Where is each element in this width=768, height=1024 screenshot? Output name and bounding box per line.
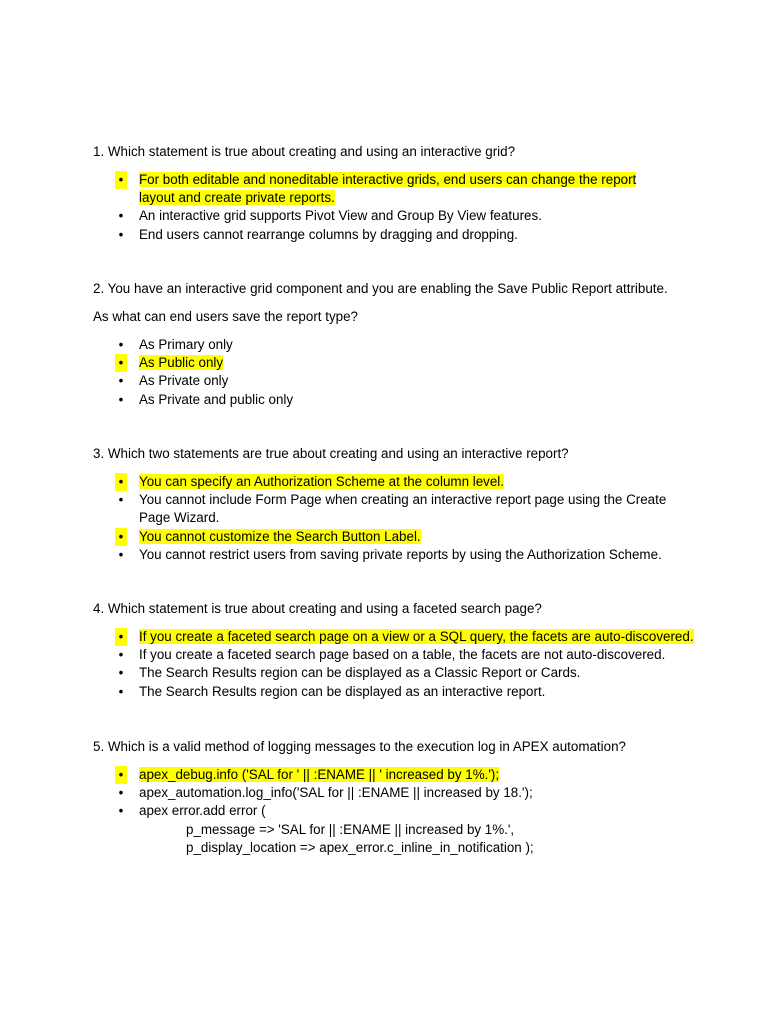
bullet-icon: •: [118, 683, 124, 699]
question-text: 5. Which is a valid method of logging messages to the execution log in APEX automation?: [93, 739, 626, 754]
answer-item-highlighted: [93, 171, 669, 207]
answer-text: You cannot customize the Search Button Label.: [139, 528, 421, 544]
answer-item-highlighted: [93, 473, 669, 491]
bullet-icon: •: [118, 391, 124, 407]
answer-text: You cannot restrict users from saving private reports by using the Authorization Scheme.: [139, 546, 662, 562]
question-1: [93, 143, 693, 244]
code-continuation-line: p_display_location => apex_error.c_inline_in_notification );: [186, 839, 534, 855]
bullet-icon: •: [118, 492, 124, 508]
bullet-icon: •: [115, 354, 127, 372]
question-text: 4. Which statement is true about creating and using a faceted search page?: [93, 601, 542, 616]
bullet-icon: •: [118, 803, 124, 819]
answer-text: If you create a faceted search page on a view or a SQL query, the facets are auto-discovered.: [139, 629, 694, 644]
answer-item: [93, 226, 669, 244]
bullet-icon: •: [115, 528, 127, 546]
answer-text: If you create a faceted search page based on a table, the facets are not auto-discovered.: [139, 647, 666, 663]
answer-text: You cannot include Form Page when creating an interactive report page using the Create Page Wizard.: [139, 492, 667, 526]
answer-text: As Private only: [139, 373, 229, 389]
bullet-icon: •: [115, 628, 127, 646]
answer-list: [93, 628, 693, 701]
answer-item-highlighted: [93, 766, 669, 784]
question-text: 2. You have an interactive grid component and you are enabling the Save Public Report attribute.: [93, 281, 668, 296]
question-subtext: As what can end users save the report type?: [93, 309, 358, 324]
bullet-icon: •: [118, 546, 124, 562]
answer-item-highlighted: [93, 528, 669, 546]
answer-text: End users cannot rearrange columns by dragging and dropping.: [139, 226, 518, 242]
question-3: [93, 445, 693, 564]
answer-text: As Public only: [139, 355, 224, 371]
question-5: [93, 738, 693, 857]
answer-item: [93, 664, 669, 682]
bullet-icon: •: [118, 226, 124, 242]
answer-list: [93, 766, 693, 821]
answer-item: [93, 646, 699, 664]
answer-item: [93, 391, 669, 409]
question-text: 1. Which statement is true about creating and using an interactive grid?: [93, 144, 516, 159]
bullet-icon: •: [115, 766, 127, 784]
question-2: [93, 280, 693, 409]
bullet-icon: •: [118, 208, 124, 224]
answer-list: [93, 336, 693, 409]
answer-item: [93, 491, 669, 527]
answer-item: [93, 207, 669, 225]
answer-item: [93, 683, 669, 701]
bullet-icon: •: [118, 647, 124, 663]
bullet-icon: •: [118, 785, 124, 801]
bullet-icon: •: [115, 171, 127, 189]
answer-text: You can specify an Authorization Scheme at the column level.: [139, 474, 504, 489]
answer-item: [93, 336, 669, 354]
answer-item: [93, 546, 669, 564]
answer-item-highlighted: [93, 628, 699, 646]
bullet-icon: •: [118, 373, 124, 389]
answer-text: apex_automation.log_info('SAL for || :ENAME || increased by 18.');: [139, 785, 533, 801]
answer-text: The Search Results region can be displayed as an interactive report.: [139, 683, 546, 699]
bullet-icon: •: [118, 665, 124, 681]
answer-text: apex error.add error (: [139, 803, 266, 819]
answer-text: An interactive grid supports Pivot View and Group By View features.: [139, 208, 542, 224]
bullet-icon: •: [115, 473, 127, 491]
bullet-icon: •: [118, 337, 124, 352]
answer-text: apex_debug.info ('SAL for ' || :ENAME || ' increased by 1%.');: [139, 767, 500, 782]
answer-list: [93, 171, 693, 244]
answer-text: As Private and public only: [139, 391, 294, 407]
question-text: 3. Which two statements are true about creating and using an interactive report?: [93, 446, 569, 461]
answer-item: [93, 802, 669, 820]
answer-text: For both editable and noneditable interactive grids, end users can change the report layout and create private reports.: [139, 172, 637, 206]
answer-item: [93, 372, 669, 390]
answer-list: [93, 473, 693, 564]
answer-text: The Search Results region can be displayed as a Classic Report or Cards.: [139, 665, 581, 681]
question-4: [93, 600, 693, 701]
answer-text: As Primary only: [139, 337, 233, 352]
code-continuation-line: p_message => 'SAL for || :ENAME || increased by 1%.',: [186, 821, 515, 837]
answer-item-highlighted: [93, 354, 669, 372]
answer-item: [93, 784, 669, 802]
